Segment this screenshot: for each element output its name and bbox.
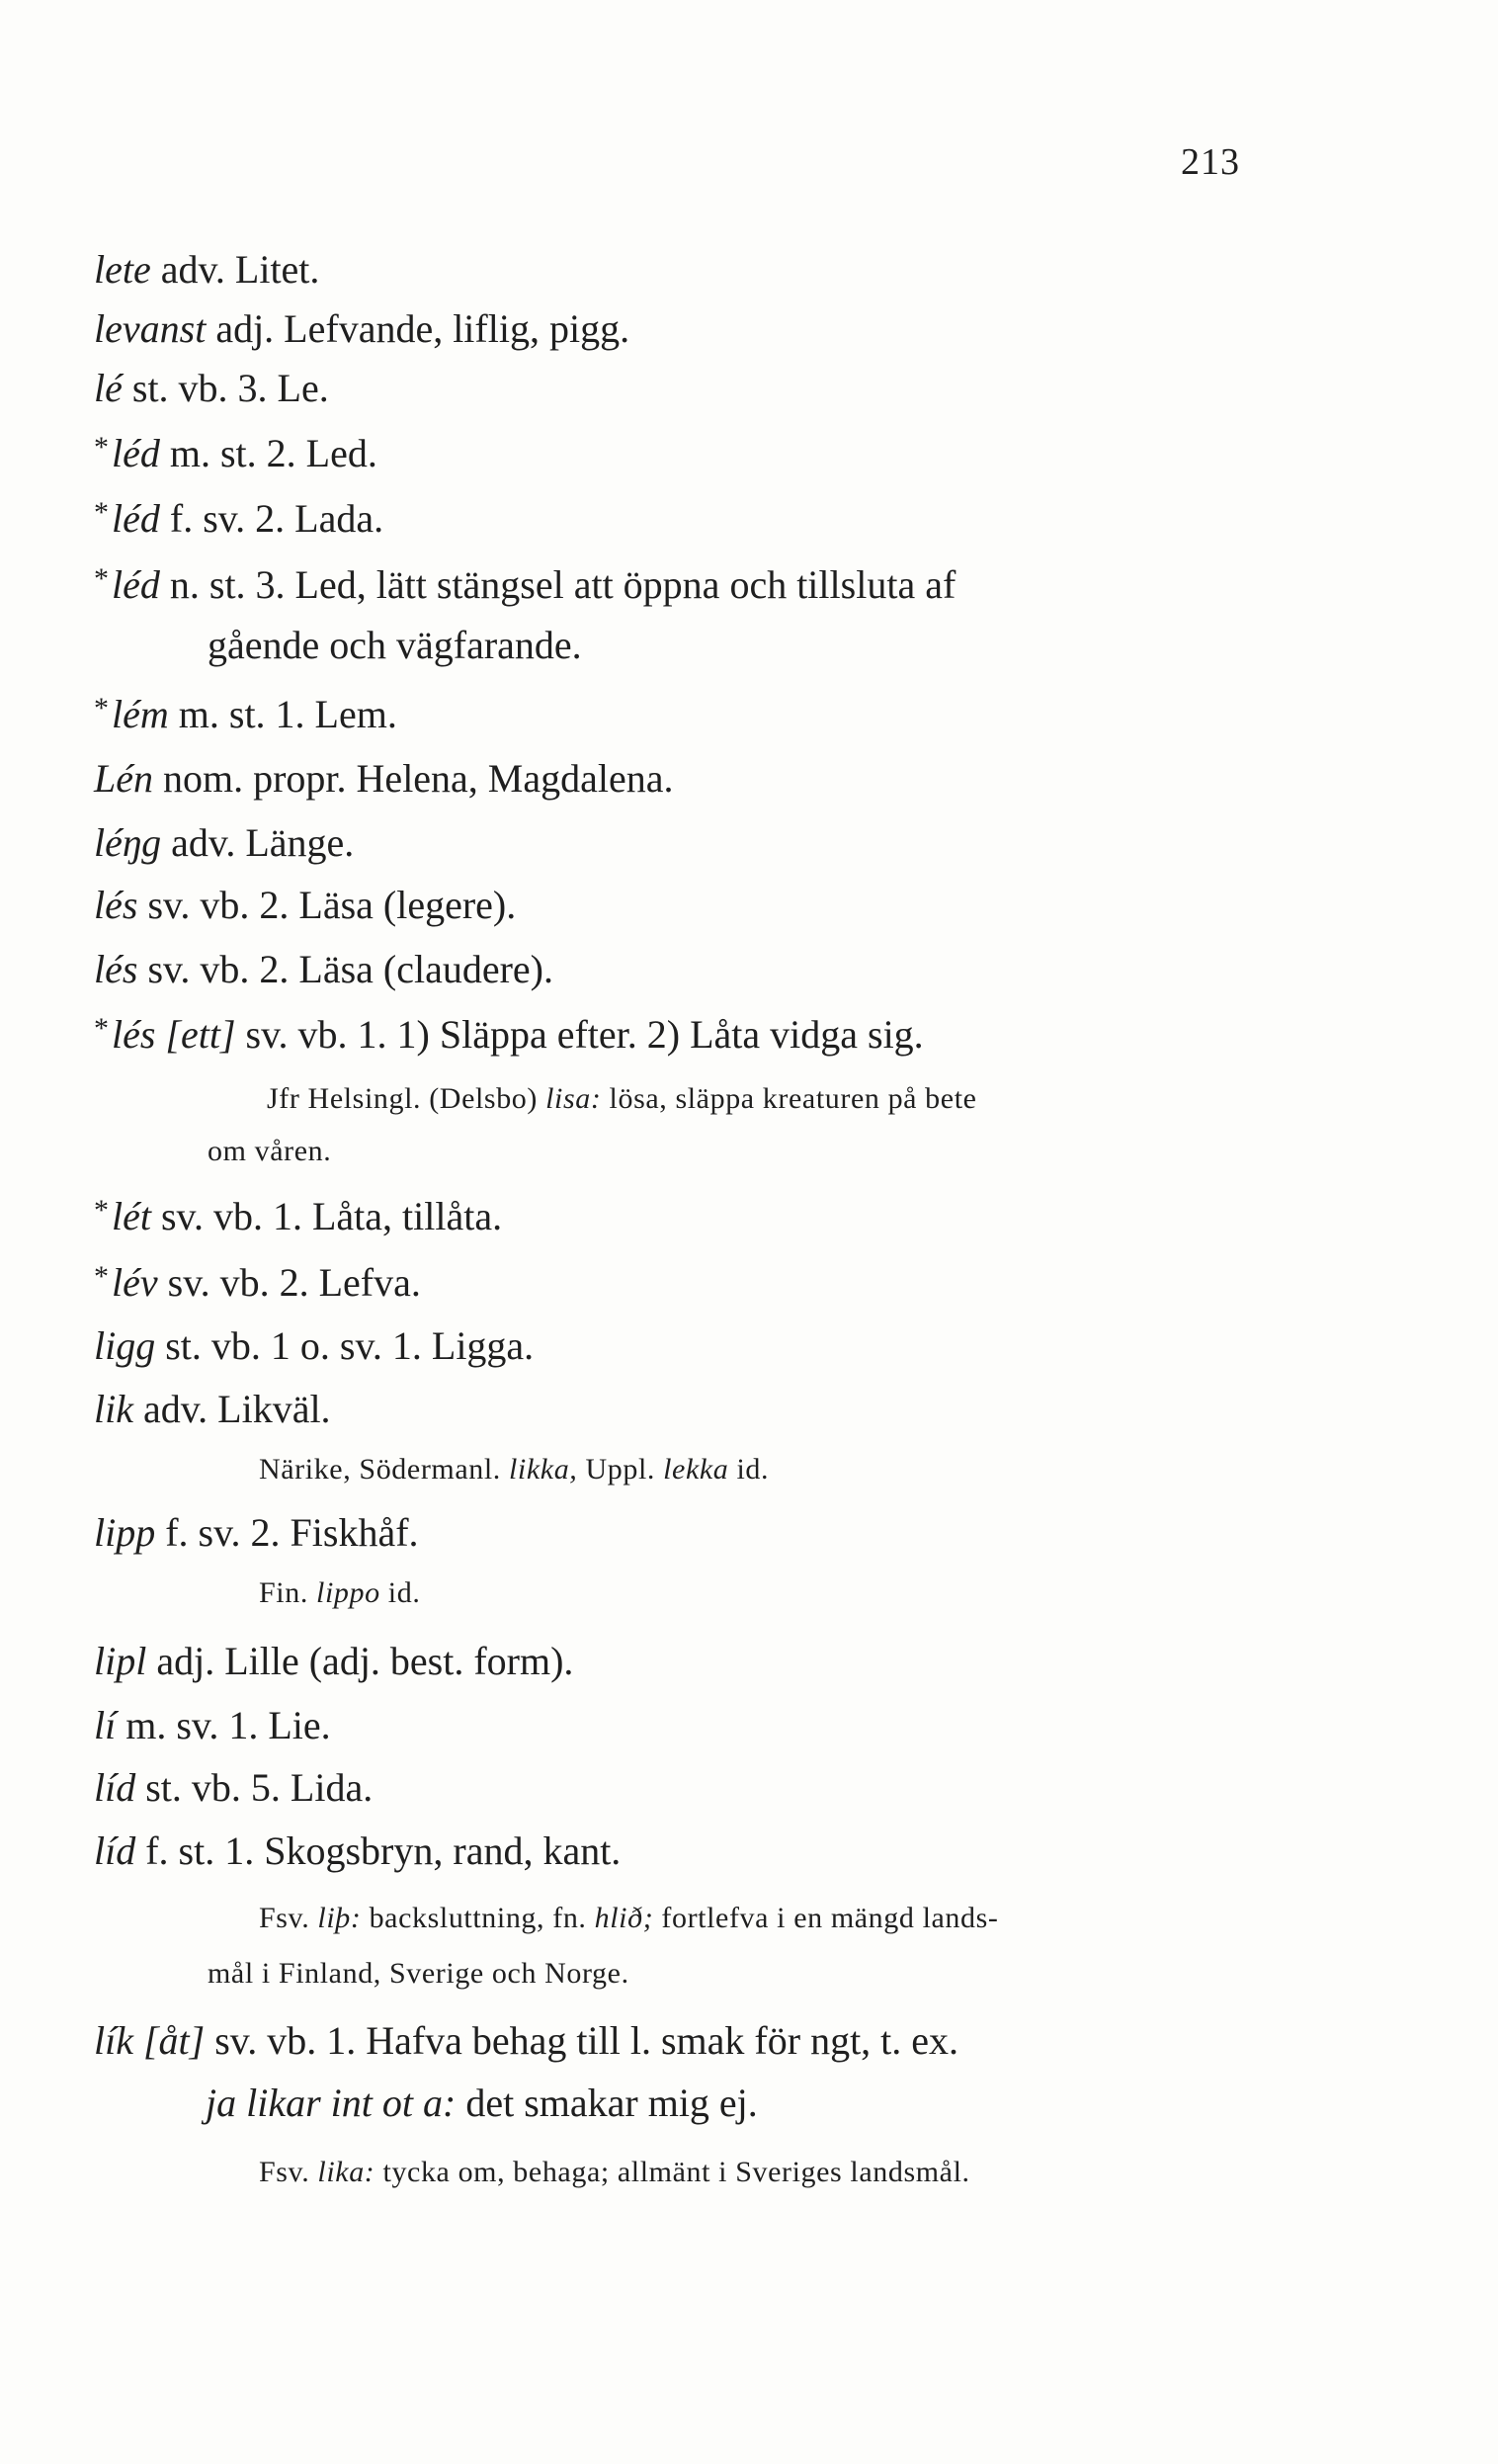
definition: sv. vb. 1. Hafva behag till l. smak för ngt, t. ex. xyxy=(205,2018,959,2063)
definition: m. sv. 1. Lie. xyxy=(116,1703,331,1747)
headword: levanst xyxy=(94,306,207,351)
definition: f. st. 1. Skogsbryn, rand, kant. xyxy=(135,1828,622,1873)
definition: adv. Litet. xyxy=(150,247,320,292)
definition: adj. Lille (adj. best. form). xyxy=(146,1639,574,1683)
note-italic: hlið; xyxy=(594,1902,654,1934)
headword: lév xyxy=(112,1260,158,1305)
note-lik-at xyxy=(259,2158,970,2187)
definition: sv. vb. 1. 1) Släppa efter. 2) Låta vidga sig. xyxy=(235,1012,924,1057)
definition: sv. vb. 1. Låta, tillåta. xyxy=(150,1194,503,1238)
entry-lid-f xyxy=(94,1828,622,1873)
note-text: id. xyxy=(379,1576,421,1609)
note-text: Närike, Södermanl. xyxy=(259,1453,509,1486)
definition: st. vb. 1 o. sv. 1. Ligga. xyxy=(155,1323,535,1368)
definition: sv. vb. 2. Läsa (legere). xyxy=(137,883,517,927)
asterisk: * xyxy=(94,562,109,595)
definition: sv. vb. 2. Läsa (claudere). xyxy=(137,947,554,991)
entry-len xyxy=(94,756,674,801)
headword: lipl xyxy=(94,1639,147,1683)
note-text: lösa, släppa kreaturen på bete xyxy=(601,1082,977,1115)
headword: léd xyxy=(112,562,160,607)
asterisk: * xyxy=(94,1260,109,1293)
entry-led-n xyxy=(94,564,956,605)
headword: lete xyxy=(94,247,151,292)
definition: f. sv. 2. Lada. xyxy=(159,496,384,541)
asterisk: * xyxy=(94,496,109,529)
headword: lés [ett] xyxy=(112,1012,236,1057)
entry-lik-at xyxy=(94,2018,959,2063)
headword: léd xyxy=(112,496,160,541)
note-text: id. xyxy=(728,1453,770,1486)
note-text: Fsv. xyxy=(259,2156,318,2188)
entry-lik-at-example xyxy=(206,2083,758,2123)
note-text: Jfr Helsingl. (Delsbo) xyxy=(267,1082,546,1115)
entry-les-ett xyxy=(94,1014,924,1055)
entry-lik xyxy=(94,1387,331,1431)
headword: lik xyxy=(94,1387,133,1431)
definition: m. st. 1. Lem. xyxy=(168,692,397,736)
headword: lés xyxy=(94,883,138,927)
note-text: fortlefva i en mängd lands- xyxy=(653,1902,999,1934)
asterisk: * xyxy=(94,431,109,464)
asterisk: * xyxy=(94,1194,109,1227)
note-lid xyxy=(259,1904,998,1933)
entry-led-n-continuation: gående och vägfarande. xyxy=(208,623,582,667)
definition: n. st. 3. Led, lätt stängsel att öppna och tillsluta af xyxy=(159,562,957,607)
note-italic: lisa: xyxy=(545,1082,602,1115)
note-les-ett xyxy=(267,1084,977,1114)
headword: líd xyxy=(94,1765,136,1810)
note-lik xyxy=(259,1455,769,1485)
note-italic: lekka xyxy=(663,1453,729,1486)
entry-leng xyxy=(94,820,355,865)
entry-ligg xyxy=(94,1323,535,1368)
entry-li xyxy=(94,1703,331,1747)
headword: lík [åt] xyxy=(94,2018,206,2063)
note-text: Fin. xyxy=(259,1576,317,1609)
headword: lí xyxy=(94,1703,117,1747)
headword: léd xyxy=(112,431,160,475)
definition: adv. Likväl. xyxy=(132,1387,331,1431)
headword: lét xyxy=(112,1194,151,1238)
headword: lés xyxy=(94,947,138,991)
entry-les-claudere xyxy=(94,947,554,991)
headword: ligg xyxy=(94,1323,156,1368)
definition: sv. vb. 2. Lefva. xyxy=(157,1260,421,1305)
note-italic: lippo xyxy=(316,1576,380,1609)
note-italic: lika: xyxy=(317,2156,375,2188)
asterisk: * xyxy=(94,692,109,724)
headword: lém xyxy=(112,692,169,736)
entry-lete xyxy=(94,247,320,292)
headword: lipp xyxy=(94,1510,156,1555)
note-lid-continuation: mål i Finland, Sverige och Norge. xyxy=(208,1957,629,1990)
entry-lipl xyxy=(94,1639,574,1683)
note-text: tycka om, behaga; allmänt i Sveriges landsmål. xyxy=(374,2156,970,2188)
definition: adj. Lefvande, liflig, pigg. xyxy=(206,306,630,351)
entry-le xyxy=(94,366,329,410)
note-italic: liþ: xyxy=(317,1902,362,1934)
note-italic: likka, xyxy=(509,1453,578,1486)
headword: Lén xyxy=(94,756,153,801)
definition: m. st. 2. Led. xyxy=(159,431,377,475)
entry-led-m xyxy=(94,433,377,473)
entry-lem xyxy=(94,694,397,734)
note-text: backsluttning, fn. xyxy=(361,1902,595,1934)
headword: lé xyxy=(94,366,123,410)
example-italic: ja likar int ot a: xyxy=(206,2081,457,2125)
asterisk: * xyxy=(94,1012,109,1045)
definition: adv. Länge. xyxy=(161,820,355,865)
page-number: 213 xyxy=(1181,141,1240,183)
entry-lev xyxy=(94,1262,421,1303)
example-text: det smakar mig ej. xyxy=(456,2081,758,2125)
definition: f. sv. 2. Fiskhåf. xyxy=(155,1510,419,1555)
entry-lipp xyxy=(94,1510,419,1555)
entry-led-f xyxy=(94,498,383,539)
note-text: Fsv. xyxy=(259,1902,318,1934)
definition: nom. propr. Helena, Magdalena. xyxy=(153,756,674,801)
definition: st. vb. 3. Le. xyxy=(122,366,329,410)
entry-les-legere xyxy=(94,883,517,927)
note-les-ett-continuation: om våren. xyxy=(208,1135,332,1167)
note-text: Uppl. xyxy=(577,1453,664,1486)
note-lipp xyxy=(259,1578,420,1608)
headword: léŋg xyxy=(94,820,162,865)
definition: st. vb. 5. Lida. xyxy=(135,1765,374,1810)
entry-lid-vb xyxy=(94,1765,374,1810)
entry-levanst xyxy=(94,306,630,351)
headword: líd xyxy=(94,1828,136,1873)
entry-let xyxy=(94,1196,502,1236)
